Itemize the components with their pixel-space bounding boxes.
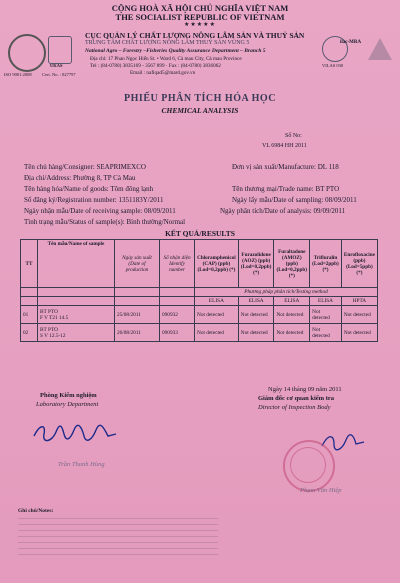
header-cap: Chloramphenicol (CAP) (ppb) (Lod=0,2ppb) (*) <box>195 240 239 288</box>
table-row <box>21 306 378 324</box>
consigner-label: Tên chủ hàng/Consigner: <box>24 163 95 171</box>
goods-value: Tôm đông lạnh <box>110 185 154 193</box>
lab-title-en: Laboratory Department <box>36 401 99 408</box>
lab-signature <box>30 418 120 448</box>
consigner-row <box>24 163 146 171</box>
row-trifluralin: Not detected <box>310 306 342 324</box>
analysis-label: Ngày phân tích/Date of analysis: <box>220 207 312 215</box>
empty-cell <box>160 297 195 306</box>
receiving-row <box>24 207 176 215</box>
header-aoz: Furazolidone (AOZ) (ppb) (Lod=0,2ppb) (*) <box>238 240 274 288</box>
row-name-sub: S V 12.5-12 <box>40 332 66 339</box>
analysis-value: 09/09/2011 <box>313 207 346 215</box>
official-stamp <box>283 440 335 492</box>
row-name-main: BT PTO <box>40 308 58 315</box>
method-trifluralin: ELISA <box>310 297 342 306</box>
trade-row <box>232 185 339 193</box>
header-name: Tên mẫu/Name of sample <box>38 240 115 288</box>
receiving-value: 08/09/2011 <box>144 207 176 215</box>
republic-en: THE SOCIALIST REPUBLIC OF VIETNAM <box>115 12 285 22</box>
empty-cell <box>21 297 38 306</box>
status-label: Tình trạng mẫu/Status of sample(s): <box>24 218 125 226</box>
header-amoz: Furaltadone (AMOZ) (ppb) (Lod=0,2ppb) (*) <box>274 240 310 288</box>
document-title: PHIẾU PHÂN TÍCH HÓA HỌC <box>124 93 276 104</box>
empty-cell <box>115 288 160 297</box>
agency-address: Địa chỉ: 17 Phan Ngọc Hiển St. • Ward 6, Cà mau City, Cà mau Province <box>90 56 242 62</box>
row-tt: 02 <box>21 324 38 342</box>
row-aoz: Not detected <box>238 306 274 324</box>
address-row <box>24 174 136 182</box>
cert-label: Cert. No. : 827797 <box>42 72 76 77</box>
empty-cell <box>160 288 195 297</box>
so-label: Số No: <box>285 133 302 139</box>
triangle-logo <box>368 38 392 60</box>
analysis-row <box>220 207 345 215</box>
goods-row <box>24 185 153 193</box>
row-enrofloxacine: Not detected <box>341 306 377 324</box>
method-label: Phương pháp phân tích/Testing method <box>195 288 378 297</box>
director-title-vn: Giám đốc cơ quan kiểm tra <box>258 395 335 402</box>
lab-title-vn: Phòng Kiểm nghiệm <box>40 392 97 399</box>
goods-label: Tên hàng hóa/Name of goods: <box>24 185 109 193</box>
status-value: Bình thường/Normal <box>126 218 186 226</box>
issue-date: Ngày 14 tháng 09 năm 2011 <box>268 386 342 393</box>
lab-signer-name: Trần Thanh Hùng <box>58 461 105 468</box>
footnote-lines <box>18 518 218 558</box>
registration-label: Số đăng ký/Registration number: <box>24 196 117 204</box>
stars-decoration: ★★★★★ <box>184 22 216 28</box>
agency-name-en: National Agro – Forestry –Fisheries Quality Assurance Department – Branch 5 <box>85 48 266 54</box>
results-table <box>20 239 378 342</box>
empty-cell <box>21 288 38 297</box>
method-cap: ELISA <box>195 297 239 306</box>
agency-email: Email : nafiqad5@mard.gov.vn <box>130 70 196 76</box>
agency-name-vn: CỤC QUẢN LÝ CHẤT LƯỢNG NÔNG LÂM SẢN VÀ THUỶ SẢN <box>85 31 305 40</box>
registration-row <box>24 196 163 204</box>
director-title-en: Director of Inspection Body <box>258 404 331 411</box>
row-date: 25/08/2011 <box>115 306 160 324</box>
agency-branch-vn: TRUNG TÂM CHẤT LƯỢNG NÔNG LÂM THUỶ SẢN VÙNG 5 <box>85 40 250 46</box>
manufacturer-label: Đơn vị sản xuất/Manufacture: <box>232 163 316 171</box>
method-label-row <box>21 288 378 297</box>
empty-cell <box>115 297 160 306</box>
sampling-row <box>232 196 357 204</box>
republic-vn: CỘNG HOÀ XÃ HỘI CHỦ NGHĨA VIỆT NAM <box>111 3 289 13</box>
method-amoz: ELISA <box>274 297 310 306</box>
iso-label: ISO 9001:2008 <box>4 72 32 77</box>
row-name <box>38 324 115 342</box>
row-cap: Not detected <box>195 324 239 342</box>
row-name-sub: F V T21 14.5 <box>40 314 69 321</box>
manufacturer-row <box>232 163 339 171</box>
address-value: Phường 8, TP Cà Mau <box>73 174 136 182</box>
trade-label: Tên thương mại/Trade name: <box>232 185 314 193</box>
method-enrofloxacine: HPTA <box>341 297 377 306</box>
row-date: 26/08/2011 <box>115 324 160 342</box>
sampling-label: Ngày lấy mẫu/Date of sampling: <box>232 196 324 204</box>
table-row <box>21 324 378 342</box>
agency-phone: Tel : (84-0780) 3835169 - 3567 899 · Fax : (84-0780) 3836062 <box>90 63 221 69</box>
row-name-main: BT PTO <box>40 326 58 333</box>
empty-cell <box>38 297 115 306</box>
consigner-value: SEAPRIMEXCO <box>96 163 146 171</box>
table-header-row <box>21 240 378 288</box>
row-tt: 01 <box>21 306 38 324</box>
row-id: 090933 <box>160 324 195 342</box>
row-id: 090932 <box>160 306 195 324</box>
row-amoz: Not detected <box>274 306 310 324</box>
sampling-value: 08/09/2011 <box>325 196 357 204</box>
status-row <box>24 218 185 226</box>
director-signer-name: Phạm Văn Hiệp <box>300 487 342 494</box>
ukas-logo <box>48 36 72 64</box>
row-name <box>38 306 115 324</box>
registration-value: 1351183Y/2011 <box>118 196 164 204</box>
header-id: Số nhận diện Identify number <box>160 240 195 288</box>
document-subtitle: CHEMICAL ANALYSIS <box>161 106 239 115</box>
header-date: Ngày sản xuất (Date of production <box>115 240 160 288</box>
trade-value: BT PTO <box>315 185 340 193</box>
vilas-label: VILAS 030 <box>322 63 344 68</box>
footnote-label: Ghi chú/Notes: <box>18 508 54 514</box>
ilac-label: ilac-MRA <box>340 40 362 45</box>
receiving-label: Ngày nhận mẫu/Date of receiving sample: <box>24 207 143 215</box>
ukas-label: UKAS <box>50 63 63 68</box>
empty-cell <box>38 288 115 297</box>
method-aoz: ELISA <box>238 297 274 306</box>
row-aoz: Not detected <box>238 324 274 342</box>
row-amoz: Not detected <box>274 324 310 342</box>
row-trifluralin: Not detected <box>310 324 342 342</box>
address-label: Địa chỉ/Address: <box>24 174 72 182</box>
header-enrofloxacine: Enrofloxacine (ppb) (Lod=5ppb) (*) <box>341 240 377 288</box>
manufacturer-value: DL 118 <box>317 163 339 171</box>
row-cap: Not detected <box>195 306 239 324</box>
header-trifluralin: Trifluralin (Lod=2ppb) (*) <box>310 240 342 288</box>
row-enrofloxacine: Not detected <box>341 324 377 342</box>
quality-logo <box>8 34 46 72</box>
method-row <box>21 297 378 306</box>
header-tt: TT <box>21 240 38 288</box>
reference-number: VL 6984 HH 2011 <box>262 143 307 149</box>
results-title: KẾT QUẢ/RESULTS <box>165 229 235 238</box>
